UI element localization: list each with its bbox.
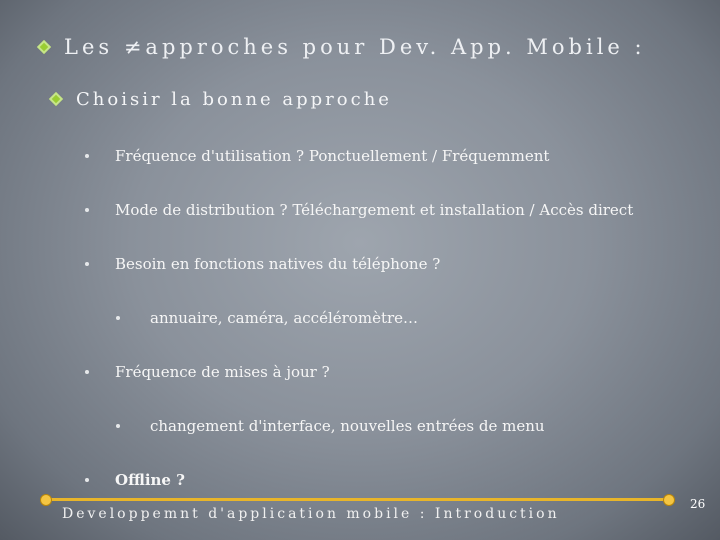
sub-list-item-text: annuaire, caméra, accéléromètre… [150, 309, 419, 327]
list-item [85, 468, 185, 492]
footer-right-dot-icon [663, 494, 675, 506]
diamond-bullet-icon [36, 39, 52, 55]
bullet-dot-icon [116, 424, 120, 428]
list-item [85, 198, 633, 222]
list-item-text: Mode de distribution ? Téléchargement et installation / Accès direct [115, 201, 634, 219]
bullet-dot-icon [116, 316, 120, 320]
list-item [85, 360, 330, 384]
list-item-text: Offline ? [115, 471, 185, 489]
list-item [85, 252, 440, 276]
slide-title [36, 30, 646, 64]
list-item [85, 144, 549, 168]
slide-subtitle-text: Choisir la bonne approche [76, 88, 392, 110]
diamond-bullet-icon [48, 91, 64, 107]
sub-list-item [116, 306, 418, 330]
list-item-text: Besoin en fonctions natives du téléphone ? [115, 255, 441, 273]
footer-divider [44, 498, 668, 501]
sub-list-item-text: changement d'interface, nouvelles entrées de menu [150, 417, 545, 435]
bullet-dot-icon [85, 262, 89, 266]
bullet-dot-icon [85, 370, 89, 374]
sub-list-item [116, 414, 545, 438]
footer-text: Developpemnt d'application mobile : Introduction [62, 506, 560, 522]
bullet-dot-icon [85, 154, 89, 158]
footer-left-dot-icon [40, 494, 52, 506]
slide-title-text: Les ≠approches pour Dev. App. Mobile : [64, 35, 646, 59]
list-item-text: Fréquence de mises à jour ? [115, 363, 330, 381]
bullet-dot-icon [85, 478, 89, 482]
bullet-dot-icon [85, 208, 89, 212]
list-item-text: Fréquence d'utilisation ? Ponctuellement / Fréquemment [115, 147, 550, 165]
slide-subtitle [48, 84, 392, 114]
page-number: 26 [690, 497, 706, 511]
